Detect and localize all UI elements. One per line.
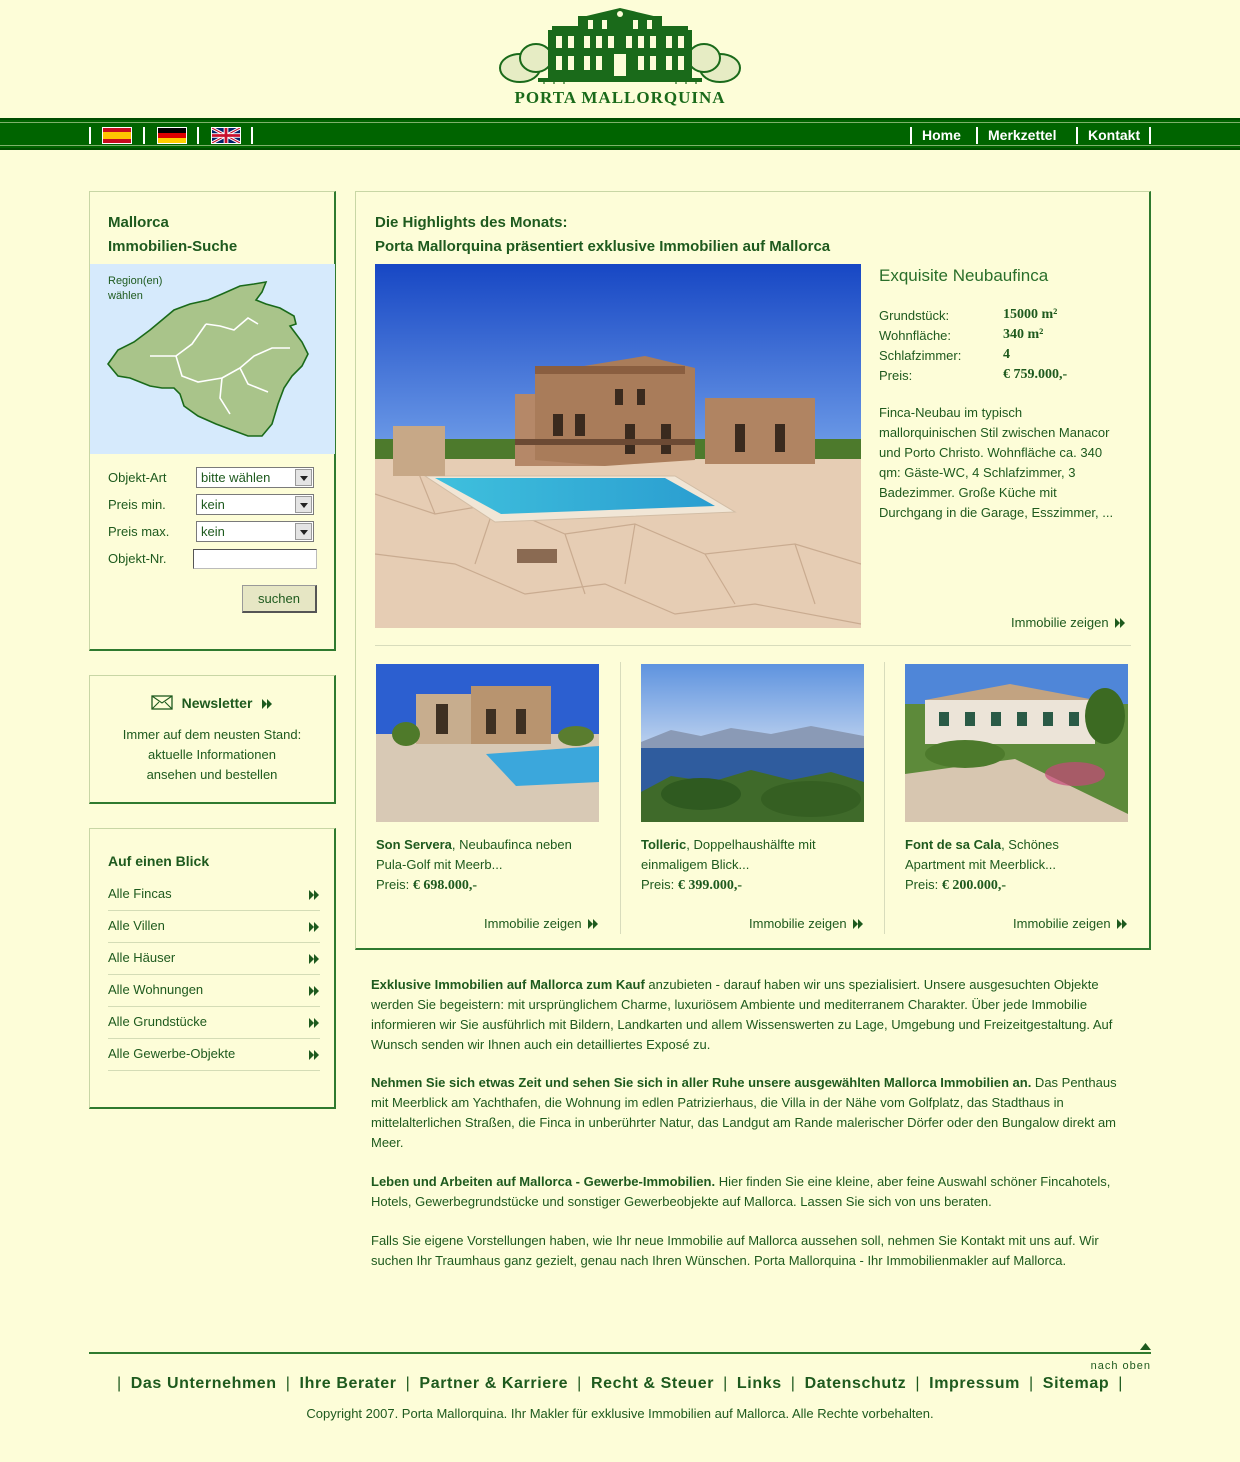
overview-item-villen[interactable] <box>108 911 320 943</box>
show-property-text[interactable]: Immobilie zeigen <box>1011 615 1109 630</box>
nav-separator <box>143 127 145 144</box>
intro-paragraph-2 <box>371 1073 1131 1153</box>
fast-forward-icon[interactable] <box>588 919 599 929</box>
footer-separator: | <box>915 1375 921 1392</box>
footer-link-datenschutz[interactable]: Datenschutz <box>804 1375 907 1392</box>
nav-home-link[interactable]: Home <box>922 127 961 143</box>
property-price-son-servera <box>376 877 477 894</box>
description-line: Durchgang in die Garage, Esszimmer, ... <box>879 505 1114 520</box>
nav-separator <box>251 127 253 144</box>
overview-item-grundstuecke[interactable] <box>108 1007 320 1039</box>
nav-kontakt-link[interactable]: Kontakt <box>1088 127 1141 143</box>
description-line: Badezimmer. Große Küche mit <box>879 485 1057 500</box>
price-label: Preis: <box>641 877 675 892</box>
paragraph-text: mit uns auf. Wir suchen Ihr Traumhaus ganz gezielt, genau nach Ihren Wünschen. Porta Mallorquina - Ihr Immobilienmakler auf Mallorca. <box>371 1233 1099 1268</box>
footer-link-impressum[interactable]: Impressum <box>929 1375 1020 1392</box>
paragraph-text: Hier finden Sie eine kleine, aber feine Auswahl schöner <box>715 1174 1041 1189</box>
copyright-text: Copyright 2007. Porta Mallorquina. Ihr Makler für exklusive Immobilien auf Mallorca. Alle Rechte vorbehalten. <box>306 1406 934 1421</box>
divider <box>375 645 1131 646</box>
overview-link[interactable]: Alle Häuser <box>108 950 176 965</box>
preis-min-select[interactable] <box>196 494 314 515</box>
nav-separator <box>1149 127 1151 144</box>
paragraph-text: anzubieten - darauf haben wir uns spezialisiert. Unsere ausgesuchten Objekte werden Sie begeistern: mit ursprünglichem Charme, luxuriösem Ambiente und mediterranem Charakter. Über jede Immobilie informieren wir Sie ausführlich mit Bildern, Landkarten und allem Wissenswerten zu Lage, Umgebung und Freizeitgestaltung. Auf Wunsch senden wir Ihnen auch ein detailliertes Exposé zu. <box>371 977 1113 1052</box>
mallorca-map-icon[interactable] <box>90 264 335 454</box>
show-property-text[interactable]: Immobilie zeigen <box>484 916 582 931</box>
dropdown-arrow-icon[interactable] <box>295 469 312 486</box>
preis-min-label: Preis min. <box>108 497 166 512</box>
featured-property-photo[interactable] <box>375 264 861 628</box>
description-line: Finca-Neubau im typisch <box>879 405 1023 420</box>
price-value: € 698.000,- <box>412 878 478 893</box>
overview-item-wohnungen[interactable] <box>108 975 320 1007</box>
nav-separator <box>197 127 199 144</box>
spec-schlafzimmer-label: Schlafzimmer: <box>879 348 962 363</box>
overview-link[interactable]: Alle Gewerbe-Objekte <box>108 1046 236 1061</box>
envelope-icon <box>151 695 173 710</box>
paragraph-lead: Leben und Arbeiten auf Mallorca - Gewerbe-Immobilien. <box>371 1174 716 1189</box>
footer-separator: | <box>405 1375 411 1392</box>
footer-separator: | <box>116 1375 122 1392</box>
spec-grundstueck-value: 15000 m² <box>1003 307 1058 322</box>
fast-forward-icon[interactable] <box>309 922 320 932</box>
spec-grundstueck-label: Grundstück: <box>879 308 950 323</box>
region-map[interactable] <box>90 264 335 454</box>
newsletter-text-line1: Immer auf dem neusten Stand: <box>122 727 302 742</box>
nav-separator <box>89 127 91 144</box>
column-divider <box>884 662 885 934</box>
footer-separator: | <box>723 1375 728 1392</box>
paragraph-text: Das Penthaus mit Meerblick am Yachthafen, die <box>371 1075 1117 1110</box>
paragraph-text: im edlen Patrizierhaus, die <box>621 1095 782 1110</box>
newsletter-panel <box>89 675 336 804</box>
description-line: qm: Gäste-WC, 4 Schlafzimmer, 3 <box>879 465 1076 480</box>
paragraph-text: in mittelalterlichen Straßen, die <box>371 1095 1064 1130</box>
paragraph-text: in der Nähe vom Golfplatz, das <box>805 1095 992 1110</box>
arrow-up-icon[interactable] <box>1140 1343 1151 1350</box>
link-gewerbeobjekte[interactable]: Gewerbeobjekte <box>623 1194 719 1209</box>
price-label: Preis: <box>905 877 939 892</box>
property-price-tolleric <box>641 877 742 894</box>
highlights-title-line2: Porta Mallorquina präsentiert exklusive Immobilien auf Mallorca <box>375 238 831 255</box>
back-to-top-link[interactable]: nach oben <box>1090 1360 1151 1372</box>
nav-separator <box>1076 127 1078 144</box>
paragraph-lead: Exklusive Immobilien auf Mallorca zum Kauf <box>371 977 645 992</box>
property-photo-son-servera[interactable] <box>376 664 599 822</box>
property-desc: einmaligem Blick... <box>641 857 750 872</box>
paragraph-text: , <box>1106 1174 1111 1189</box>
price-value: € 399.000,- <box>677 878 743 893</box>
property-summary-font-de-sa-cala <box>905 835 1120 875</box>
price-label: Preis: <box>376 877 410 892</box>
fast-forward-icon[interactable] <box>853 919 864 929</box>
fast-forward-icon[interactable] <box>309 890 320 900</box>
highlights-title-line1: Die Highlights des Monats: <box>375 214 568 231</box>
preis-max-value: kein <box>201 524 225 539</box>
footer-link-partner-karriere[interactable]: Partner & Karriere <box>419 1375 569 1392</box>
preis-max-label: Preis max. <box>108 524 170 539</box>
fast-forward-icon[interactable] <box>1117 919 1128 929</box>
overview-link[interactable]: Alle Fincas <box>108 886 172 901</box>
price-value: € 200.000,- <box>941 878 1007 893</box>
overview-item-fincas[interactable] <box>108 879 320 911</box>
footer-separator: | <box>1028 1375 1034 1392</box>
property-name-son-servera[interactable]: Son Servera <box>376 837 452 852</box>
description-line: und Porto Christo. Wohnfläche ca. 340 <box>879 445 1103 460</box>
newsletter-text-line2: aktuelle Informationen <box>148 747 276 762</box>
objekt-art-select[interactable] <box>196 467 314 488</box>
intro-paragraph-3 <box>371 1172 1131 1212</box>
property-price-font-de-sa-cala <box>905 877 1006 894</box>
footer-link-berater[interactable]: Ihre Berater <box>299 1375 397 1392</box>
preis-max-select[interactable] <box>196 521 314 542</box>
fast-forward-icon[interactable] <box>309 954 320 964</box>
site-logo-text[interactable]: PORTA MALLORQUINA <box>514 88 726 107</box>
link-kontakt[interactable]: Kontakt <box>960 1233 1005 1248</box>
property-search-panel <box>89 191 336 651</box>
fast-forward-icon[interactable] <box>309 986 320 996</box>
spec-schlafzimmer-value: 4 <box>1003 347 1010 362</box>
footer-separator: | <box>285 1375 291 1392</box>
property-desc: , Schönes <box>1001 837 1059 852</box>
property-name-font-de-sa-cala[interactable]: Font de sa Cala <box>905 837 1002 852</box>
link-stadthaus[interactable]: Stadthaus <box>991 1095 1051 1110</box>
property-summary-tolleric <box>641 835 856 875</box>
paragraph-lead: Nehmen Sie sich etwas Zeit und sehen Sie sich in aller Ruhe unsere ausgewählten Mallorca Immobilien an. <box>371 1075 1032 1090</box>
search-title-line1: Mallorca <box>108 214 169 231</box>
intro-paragraph-4 <box>371 1231 1131 1271</box>
paragraph-text: und sonstiger <box>538 1194 624 1209</box>
link-gewerbegrundstuecke[interactable]: Gewerbegrundstücke <box>415 1194 539 1209</box>
objekt-art-value: bitte wählen <box>201 470 271 485</box>
show-property-link-tolleric[interactable] <box>749 916 864 931</box>
property-desc: , Doppelhaushälfte mit <box>686 837 816 852</box>
nav-separator <box>910 127 912 144</box>
overview-panel <box>89 828 336 1109</box>
footer-navigation <box>89 1375 1151 1393</box>
footer-separator: | <box>790 1375 796 1392</box>
footer-link-links[interactable]: Links <box>736 1375 782 1392</box>
paragraph-text: , <box>407 1194 416 1209</box>
overview-item-haeuser[interactable] <box>108 943 320 975</box>
highlights-panel <box>355 191 1151 950</box>
map-label-line2: wählen <box>108 290 143 302</box>
link-villa[interactable]: Villa <box>781 1095 806 1110</box>
spec-wohnflaeche-label: Wohnfläche: <box>879 328 952 343</box>
featured-show-property-link[interactable] <box>1011 615 1126 630</box>
spec-wohnflaeche-value: 340 m² <box>1003 327 1044 342</box>
fast-forward-icon[interactable] <box>1115 618 1126 628</box>
show-property-link-son-servera[interactable] <box>484 916 599 931</box>
dropdown-arrow-icon[interactable] <box>295 523 312 540</box>
objekt-nr-label: Objekt-Nr. <box>108 551 167 566</box>
paragraph-text: in unberührter Natur, das Landgut am Rande malerischer Dörfer oder den Bungalow direkt am Meer. <box>371 1115 1117 1150</box>
objekt-nr-input[interactable] <box>193 549 317 569</box>
property-summary-son-servera <box>376 835 591 875</box>
paragraph-text: auf Mallorca. Lassen Sie sich von uns beraten. <box>718 1194 992 1209</box>
preis-min-value: kein <box>201 497 225 512</box>
newsletter-link[interactable]: Newsletter <box>181 695 253 711</box>
featured-property-name[interactable]: Exquisite Neubaufinca <box>879 266 1049 285</box>
property-desc: Pula-Golf mit Meerb... <box>376 857 503 872</box>
footer-link-unternehmen[interactable]: Das Unternehmen <box>130 1375 277 1392</box>
intro-paragraph-1 <box>371 975 1131 1055</box>
property-photo-tolleric[interactable] <box>641 664 864 822</box>
paragraph-text: Falls Sie eigene Vorstellungen haben, wie Ihr neue Immobilie auf Mallorca aussehen soll, nehmen Sie <box>371 1233 961 1248</box>
link-wohnung[interactable]: Wohnung <box>565 1095 622 1110</box>
overview-link[interactable]: Alle Grundstücke <box>108 1014 207 1029</box>
fast-forward-icon[interactable] <box>309 1018 320 1028</box>
objekt-art-label: Objekt-Art <box>108 470 167 485</box>
footer-separator: | <box>577 1375 582 1392</box>
search-title-line2: Immobilien-Suche <box>108 238 238 255</box>
footer-link-sitemap[interactable]: Sitemap <box>1042 1375 1110 1392</box>
spec-preis-label: Preis: <box>879 368 913 383</box>
map-label-line1: Region(en) <box>108 275 163 287</box>
show-property-text[interactable]: Immobilie zeigen <box>1013 916 1111 931</box>
nav-merkzettel-link[interactable]: Merkzettel <box>988 127 1057 143</box>
newsletter-text-line3: ansehen und bestellen <box>146 767 278 782</box>
link-hotels[interactable]: Hotels <box>371 1194 408 1209</box>
show-property-text[interactable]: Immobilie zeigen <box>749 916 847 931</box>
property-photo-font-de-sa-cala[interactable] <box>905 664 1128 822</box>
overview-title: Auf einen Blick <box>108 853 210 869</box>
spec-preis-value: € 759.000,- <box>1003 367 1068 382</box>
column-divider <box>620 662 621 934</box>
footer-link-recht-steuer[interactable]: Recht & Steuer <box>590 1375 715 1392</box>
dropdown-arrow-icon[interactable] <box>295 496 312 513</box>
top-navigation-bar <box>0 118 1240 150</box>
overview-link[interactable]: Alle Wohnungen <box>108 982 204 997</box>
search-button[interactable]: suchen <box>242 585 317 613</box>
featured-description <box>879 403 1139 523</box>
overview-link[interactable]: Alle Villen <box>108 918 165 933</box>
nav-separator <box>976 127 978 144</box>
spain-flag-icon[interactable] <box>102 127 132 144</box>
property-desc: Apartment mit Meerblick... <box>905 857 1056 872</box>
overview-item-gewerbe[interactable] <box>108 1039 320 1071</box>
fast-forward-icon[interactable] <box>309 1050 320 1060</box>
property-desc: , Neubaufinca neben <box>451 837 572 852</box>
germany-flag-icon[interactable] <box>157 127 187 144</box>
show-property-link-font-de-sa-cala[interactable] <box>1013 916 1128 931</box>
fast-forward-icon[interactable] <box>262 699 273 709</box>
property-name-tolleric[interactable]: Tolleric <box>641 837 687 852</box>
link-fincahotels[interactable]: Fincahotels <box>1040 1174 1107 1189</box>
footer-separator: | <box>1118 1375 1124 1392</box>
description-line: mallorquinischen Stil zwischen Manacor <box>879 425 1110 440</box>
link-finca[interactable]: Finca <box>539 1115 572 1130</box>
uk-flag-icon[interactable] <box>211 127 241 144</box>
footer-divider <box>89 1352 1151 1354</box>
